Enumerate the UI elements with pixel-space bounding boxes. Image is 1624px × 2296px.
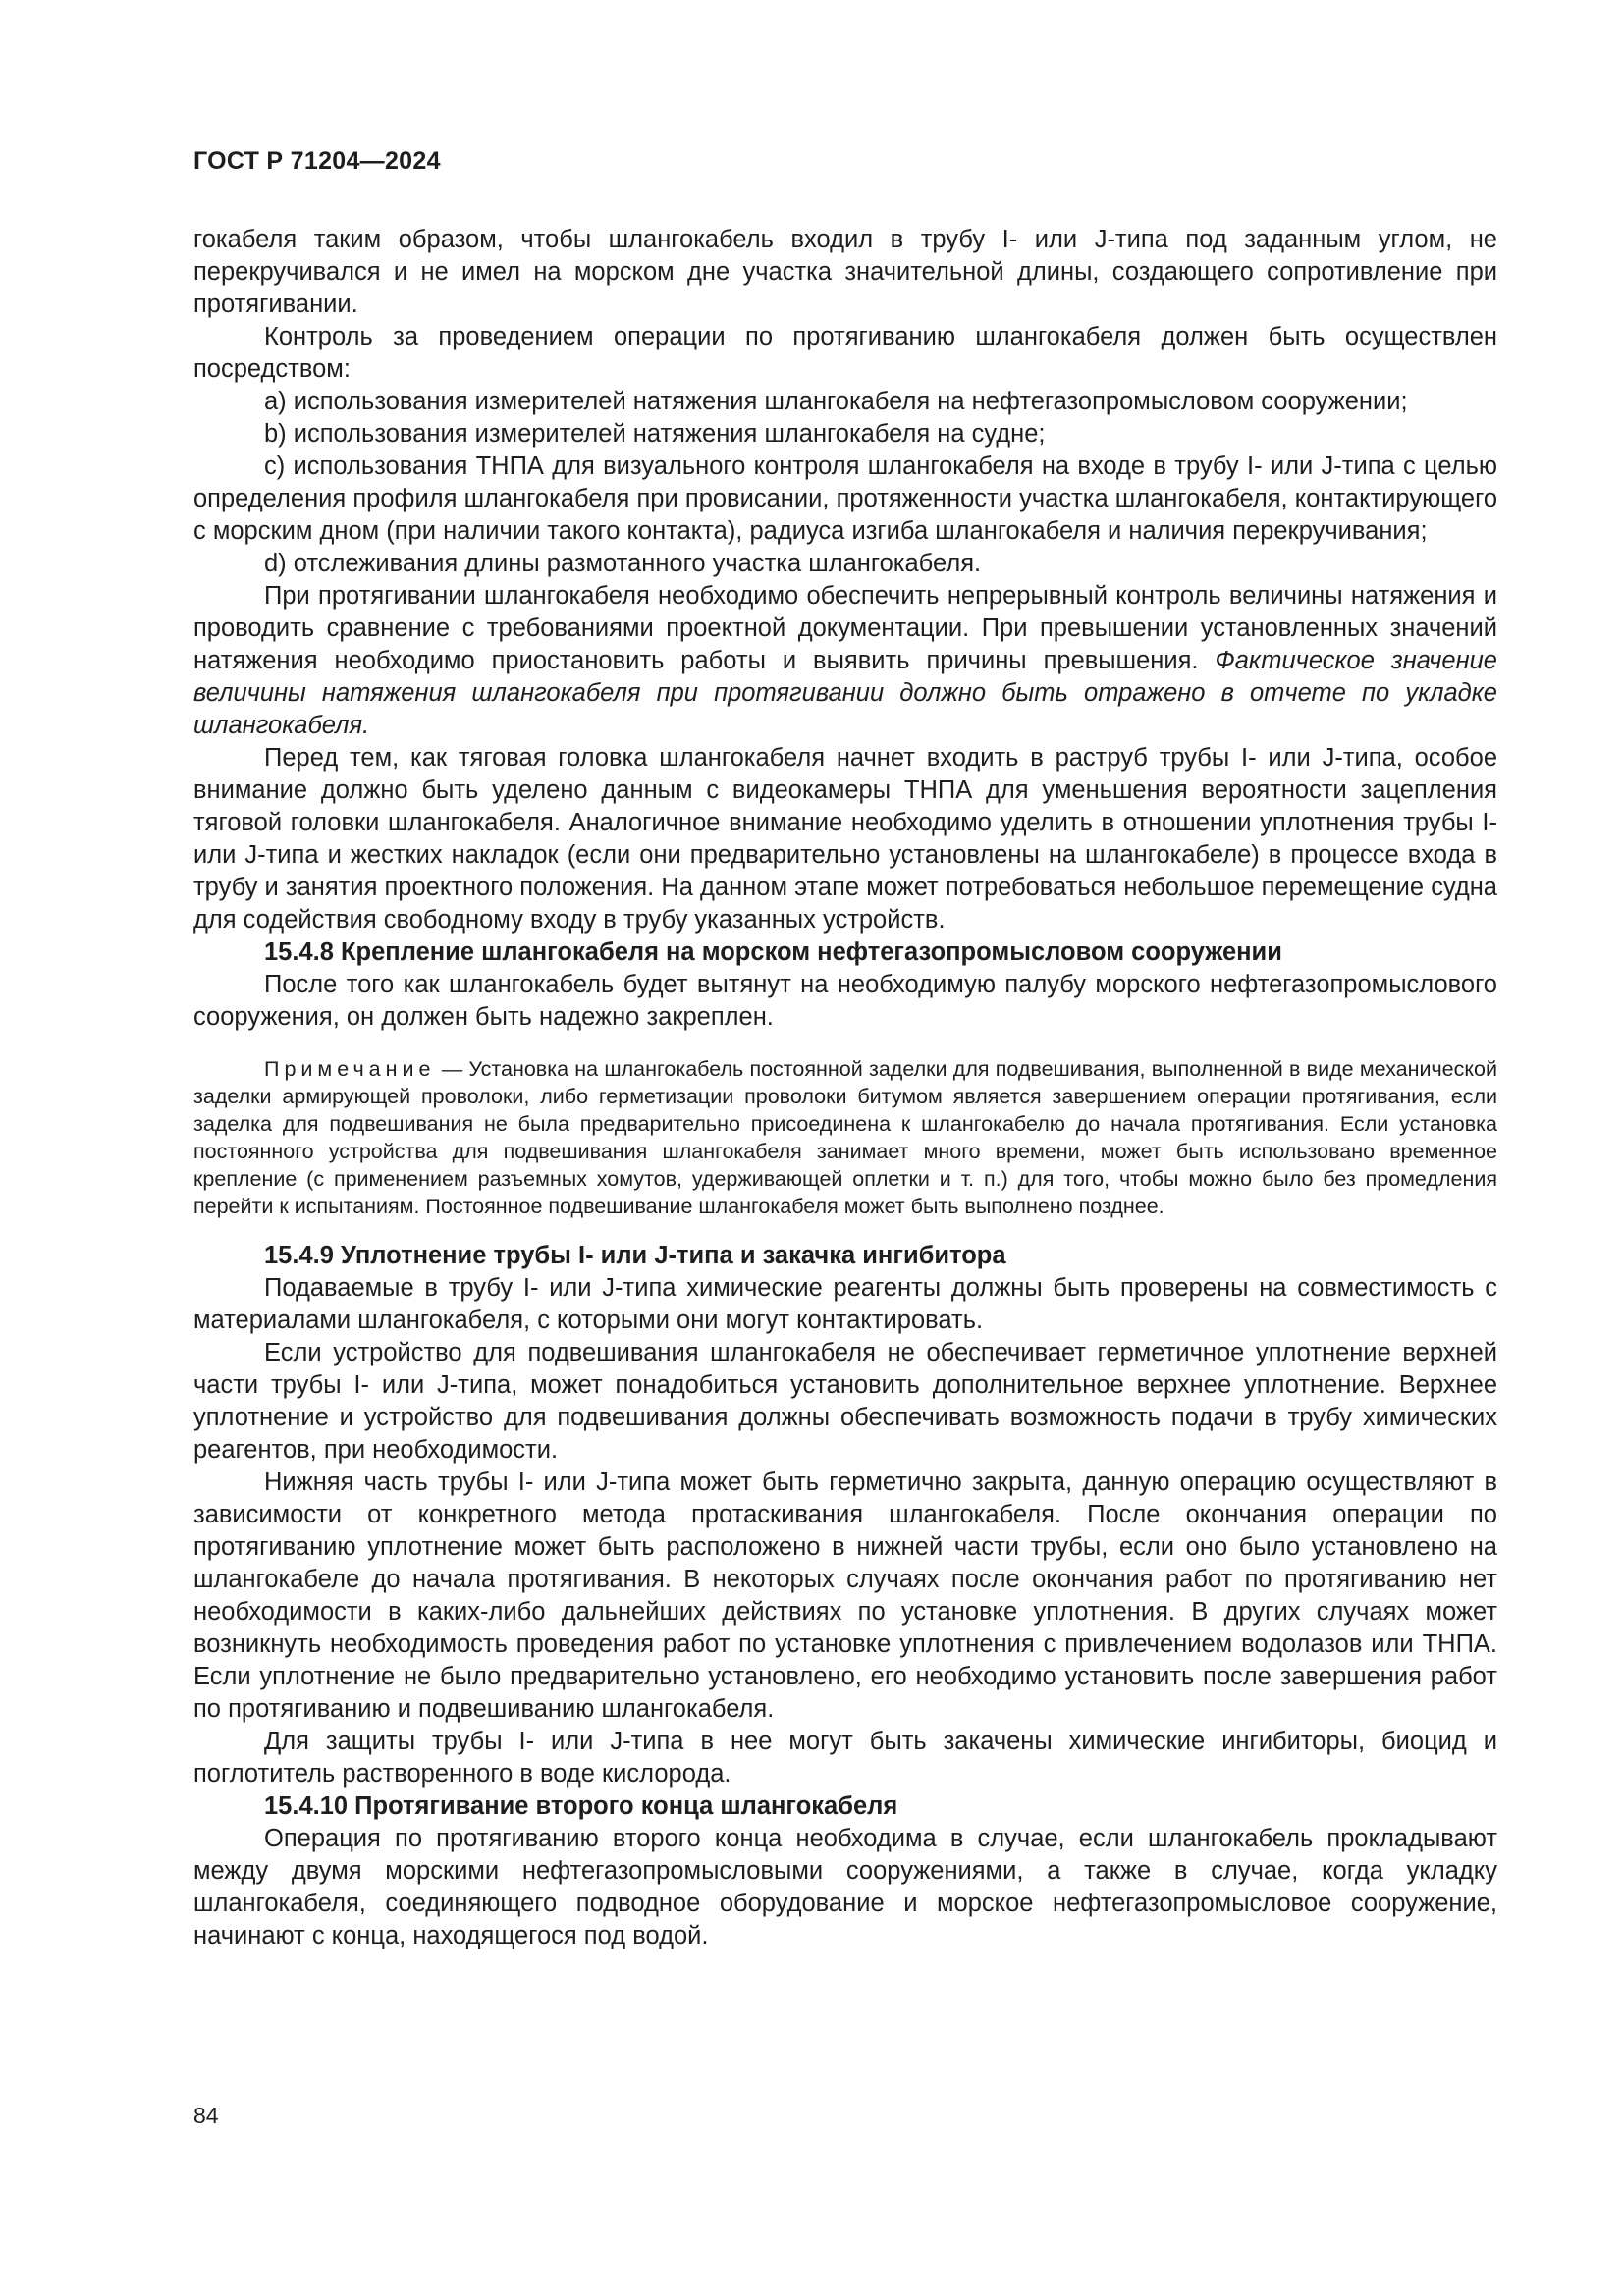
paragraph: Контроль за проведением операции по протягиванию шлангокабеля должен быть осуществлен посредством: [193,323,1497,383]
note-label: Примечание [264,1057,436,1081]
paragraph-text: При протягивании шлангокабеля необходимо обеспечить непрерывный контроль величины натяжения и проводить сравнение с требованиями проектной документации. При превышении установленных значений натяжения необходимо приостановить работы и выявить причины превышения. [193,582,1497,674]
note [193,1055,1497,1220]
paragraph: Операция по протягиванию второго конца необходима в случае, если шлангокабель прокладывают между двумя морскими нефтегазопромысловыми сооружениями, а также в случае, когда укладку шлангокабеля, соединяющего подводное оборудование и морское нефтегазопромысловое сооружение, начинают с конца, находящегося под водой. [193,1825,1497,1949]
section-heading: 15.4.9 Уплотнение трубы I- или J-типа и закачка ингибитора [264,1242,1006,1269]
paragraph: Для защиты трубы I- или J-типа в нее могут быть закачены химические ингибиторы, биоцид и поглотитель растворенного в воде кислорода. [193,1728,1497,1788]
document-body [193,224,1497,1952]
page-number: 84 [193,2103,219,2128]
paragraph: Перед тем, как тяговая головка шлангокабеля начнет входить в раструб трубы I- или J-типа, особое внимание должно быть уделено данным с видеокамеры ТНПА для уменьшения вероятности зацепления тяговой головки шлангокабеля. Аналогичное внимание необходимо уделить в отношении уплотнения трубы I- или J-типа и жестких накладок (если они предварительно установлены на шлангокабеле) в процессе входа в трубу и занятия проектного положения. На данном этапе может потребоваться небольшое перемещение судна для содействия свободному входу в трубу указанных устройств. [193,744,1497,934]
list-item: b) использования измерителей натяжения шлангокабеля на судне; [264,420,1046,448]
paragraph: Подаваемые в трубу I- или J-типа химические реагенты должны быть проверены на совместимость с материалами шлангокабеля, с которыми они могут контактировать. [193,1274,1497,1334]
paragraph [193,580,1497,742]
section-heading: 15.4.10 Протягивание второго конца шлангокабеля [264,1792,898,1820]
paragraph-italic-text: Фактическое значение величины натяжения шлангокабеля при протягивании должно быть отражено в отчете по укладке шлангокабеля. [193,647,1497,739]
list-item: d) отслеживания длины размотанного участка шлангокабеля. [264,550,982,577]
section-heading: 15.4.8 Крепление шлангокабеля на морском нефтегазопромысловом сооружении [264,938,1282,966]
list-item: с) использования ТНПА для визуального контроля шлангокабеля на входе в трубу I- или J-типа с целью определения профиля шлангокабеля при провисании, протяженности участка шлангокабеля, контактирующего с морским дном (при наличии такого контакта), радиуса изгиба шлангокабеля и наличия перекручивания; [193,453,1497,545]
paragraph: гокабеля таким образом, чтобы шлангокабель входил в трубу I- или J-типа под заданным углом, не перекручивался и не имел на морском дне участка значительной длины, создающего сопротивление при протягивании. [193,226,1497,318]
list-item: а) использования измерителей натяжения шлангокабеля на нефтегазопромысловом сооружении; [264,388,1408,415]
paragraph: Если устройство для подвешивания шлангокабеля не обеспечивает герметичное уплотнение верхней части трубы I- или J-типа, может понадобиться установить дополнительное верхнее уплотнение. Верхнее уплотнение и устройство для подвешивания должны обеспечивать возможность подачи в трубу химических реагентов, при необходимости. [193,1339,1497,1464]
paragraph: Нижняя часть трубы I- или J-типа может быть герметично закрыта, данную операцию осуществляют в зависимости от конкретного метода протаскивания шлангокабеля. После окончания операции по протягиванию уплотнение может быть расположено в нижней части трубы, если оно было установлено на шлангокабеле до начала протягивания. В некоторых случаях после окончания работ по протягиванию нет необходимости в каких-либо дальнейших действиях по установке уплотнения. В других случаях может возникнуть необходимость проведения работ по установке уплотнения с привлечением водолазов или ТНПА. Если уплотнение не было предварительно установлено, его необходимо установить после завершения работ по протягиванию и подвешиванию шлангокабеля. [193,1468,1497,1723]
paragraph: После того как шлангокабель будет вытянут на необходимую палубу морского нефтегазопромыслового сооружения, он должен быть надежно закреплен. [193,971,1497,1031]
note-text: — Установка на шлангокабель постоянной заделки для подвешивания, выполненной в виде механической заделки армирующей проволоки, либо герметизации проволоки битумом является завершением операции протягивания, если заделка для подвешивания не была предварительно присоединена к шлангокабелю до начала протягивания. Если установка постоянного устройства для подвешивания шлангокабеля занимает много времени, может быть использовано временное крепление (с применением разъемных хомутов, удерживающей оплетки и т. п.) для того, чтобы можно было без промедления перейти к испытаниям. Постоянное подвешивание шлангокабеля может быть выполнено позднее. [193,1057,1497,1218]
document-header: ГОСТ Р 71204—2024 [193,147,441,175]
